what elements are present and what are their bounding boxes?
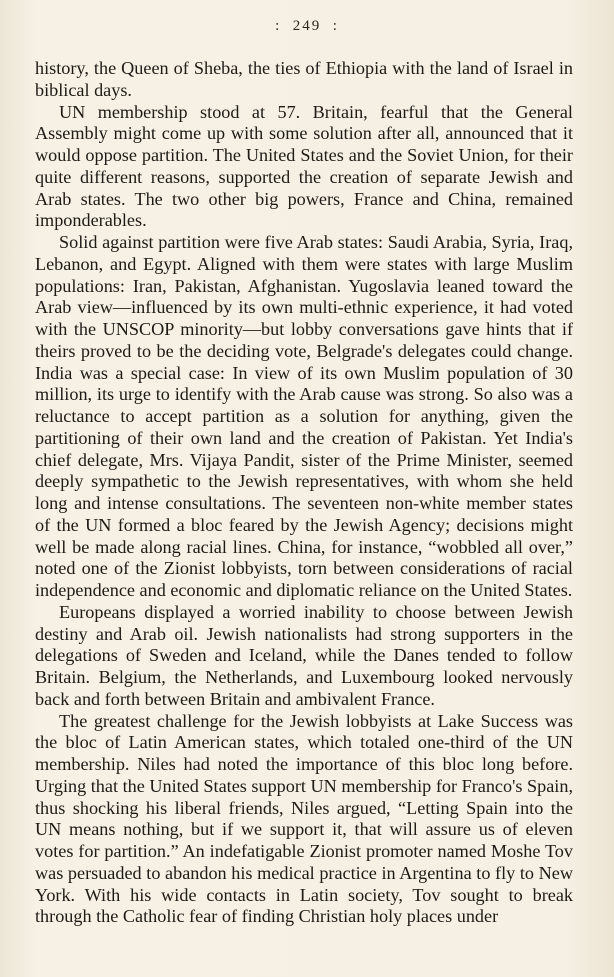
- paragraph-europeans: Europeans displayed a worried inability to choose between Jewish destiny and Arab oil. Jewish nationalists had strong supporters in the delegations of Sweden and Iceland, while the Danes tended to follow Britain. Belgium, the Netherlands, and Luxembourg looked nervously back and forth between Britain and ambivalent France.: [35, 601, 573, 709]
- paragraph-continued: history, the Queen of Sheba, the ties of Ethiopia with the land of Israel in biblical days.: [35, 58, 573, 100]
- paragraph-latin-america: The greatest challenge for the Jewish lobbyists at Lake Success was the bloc of Latin American states, which totaled one-third of the UN membership. Niles had noted the importance of this bloc long before. Urging that the United States support UN membership for Franco's Spain, thus shocking his liberal friends, Niles argued, “Letting Spain into the UN means nothing, but if we support it, that will assure us of eleven votes for partition.” An indefatigable Zionist promoter named Moshe Tov was persuaded to abandon his medical practice in Argentina to fly to New York. With his wide contacts in Latin society, Tov sought to break through the Catholic fear of finding Christian holy places under: [35, 710, 573, 927]
- paragraph-solid-against: Solid against partition were five Arab states: Saudi Arabia, Syria, Iraq, Lebanon, and Egypt. Aligned with them were states with large Muslim populations: Iran, Pakistan, Afghanistan. Yugoslavia leaned toward the Arab view—influenced by its own multi-ethnic experience, it had voted with the UNSCOP minority—but lobby conversations gave hints that if theirs proved to be the deciding vote, Belgrade's delegates could change. India was a special case: In view of its own Muslim population of 30 million, its urge to identify with the Arab cause was strong. So also was a reluctance to accept partition as a solution for anything, given the partitioning of their own land and the creation of Pakistan. Yet India's chief delegate, Mrs. Vijaya Pandit, sister of the Prime Minister, seemed deeply sympathetic to the Jewish representatives, with whom she held long and intense consultations. The seventeen non-white member states of the UN formed a bloc feared by the Jewish Agency; decisions might well be made along racial lines. China, for instance, “wobbled all over,” noted one of the Zionist lobbyists, torn between considerations of racial independence and economic and diplomatic reliance on the United States.: [35, 232, 573, 600]
- page-number-dot-right: :: [332, 18, 339, 34]
- page-header: [0, 18, 614, 35]
- page-body: [35, 58, 573, 928]
- page-number-dot-left: :: [275, 18, 282, 34]
- page-number: 249: [292, 18, 322, 34]
- paragraph-un-membership: UN membership stood at 57. Britain, fearful that the General Assembly might come up with some solution after all, announced that it would oppose partition. The United States and the Soviet Union, for their quite different reasons, supported the creation of separate Jewish and Arab states. The two other big powers, France and China, remained imponderables.: [35, 101, 573, 231]
